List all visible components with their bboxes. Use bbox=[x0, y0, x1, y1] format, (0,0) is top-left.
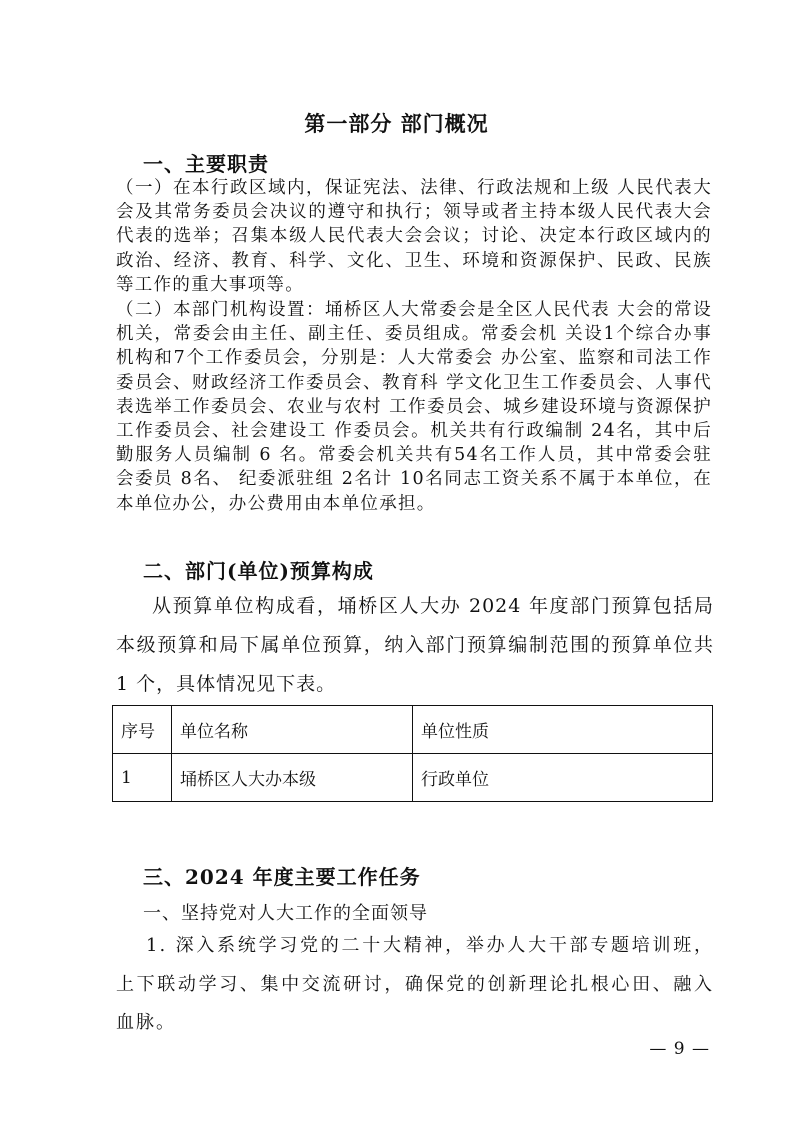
table-header-cell: 单位名称 bbox=[172, 706, 413, 754]
section1-paragraph-2: （二）本部门机构设置：埇桥区人大常委会是全区人民代表 大会的常设机关，常委会由主任、副主任、委员组成。常委会机 关设1个综合办事机构和7个工作委员会，分别是：人大常委会 办公室、监察和司法工作委员会、财政经济工作委员会、教育科 学文化卫生工作委员会、人事代表选举工作委员会、农业与农村 工作委员会、城乡建设环境与资源保护工作委员会、社会建设工 作委员会。机关共有行政编制 24名，其中后勤服务人员编制 6 名。常委会机关共有54名工作人员，其中常委会驻会委员 8名、 纪委派驻组 2名计 10名同志工资关系不属于本单位，在本单位办公，办公费用由本单位承担。 bbox=[116, 300, 712, 514]
section3-subheading: 一、坚持党对人大工作的全面领导 bbox=[143, 903, 428, 924]
section1-heading: 一、主要职责 bbox=[143, 152, 269, 176]
section3-heading: 三、2024 年度主要工作任务 bbox=[143, 865, 421, 889]
budget-unit-table bbox=[112, 705, 713, 802]
table-header-cell: 单位性质 bbox=[413, 706, 713, 754]
table-cell: 埇桥区人大办本级 bbox=[172, 754, 413, 802]
page-number: — 9 — bbox=[649, 1039, 710, 1059]
table-header-cell: 序号 bbox=[113, 706, 172, 754]
section1-paragraph-1: （一）在本行政区域内，保证宪法、法律、行政法规和上级 人民代表大会及其常务委员会决议的遵守和执行；领导或者主持本级人民代表大会代表的选举；召集本级人民代表大会会议；讨论、决定本行政区域内的政治、经济、教育、科学、文化、卫生、环境和资源保护、民政、民族等工作的重大事项等。 bbox=[116, 178, 712, 295]
table-cell: 行政单位 bbox=[413, 754, 713, 802]
section2-intro: 从预算单位构成看，埇桥区人大办 2024 年度部门预算包括局本级预算和局下属单位预算，纳入部门预算编制范围的预算单位共 1 个，具体情况见下表。 bbox=[116, 595, 714, 695]
table-cell: 1 bbox=[113, 754, 172, 802]
table-row bbox=[113, 754, 713, 802]
table-header-row bbox=[113, 706, 713, 754]
section2-heading: 二、部门(单位)预算构成 bbox=[143, 559, 374, 583]
section3-item-1: 1. 深入系统学习党的二十大精神，举办人大干部专题培训班，上下联动学习、集中交流研讨，确保党的创新理论扎根心田、融入血脉。 bbox=[116, 935, 714, 1033]
page-title: 第一部分 部门概况 bbox=[304, 111, 489, 136]
